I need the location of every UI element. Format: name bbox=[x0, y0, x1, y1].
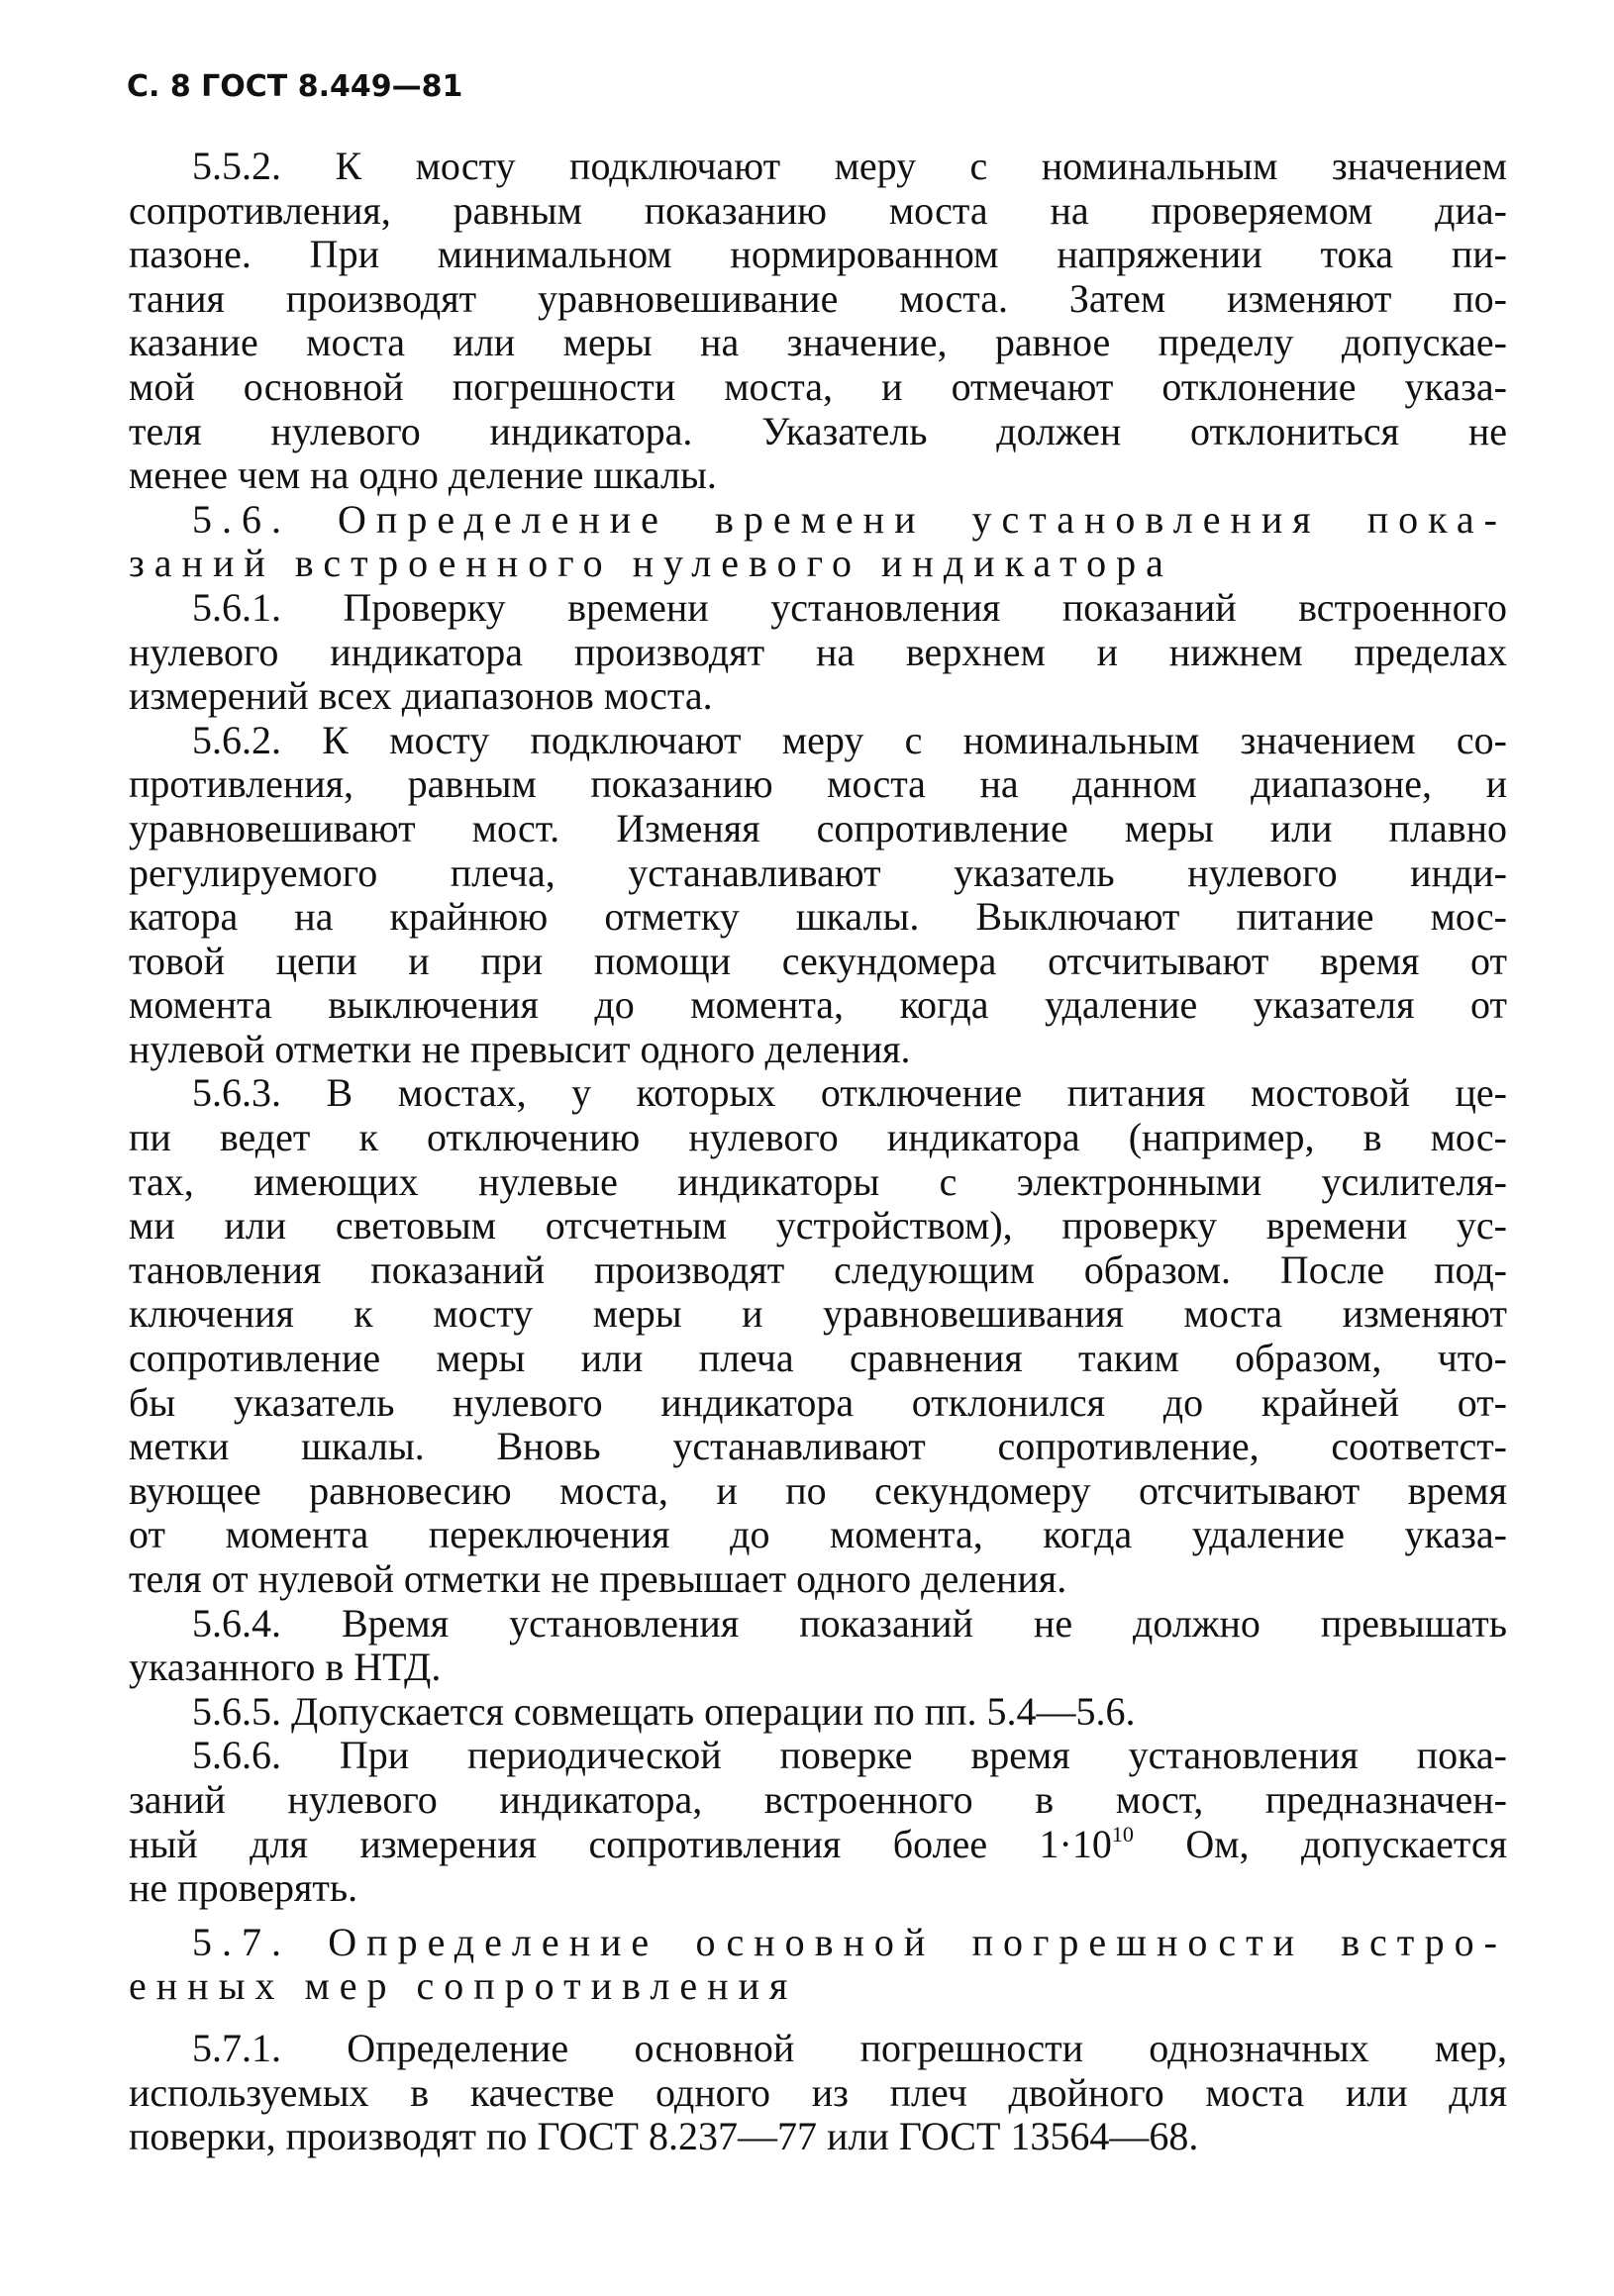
text-line: не проверять. bbox=[129, 1865, 358, 1911]
text-segment: ный для измерения сопротивления более 1·10 bbox=[129, 1821, 1112, 1866]
paragraph-5-6-3 bbox=[129, 1071, 1507, 1601]
paragraph-5-6-4 bbox=[129, 1602, 1507, 1690]
text-line: менее чем на одно деление шкалы. bbox=[129, 452, 717, 498]
text-line: пазоне. При минимальном нормированном напряжении тока пи- bbox=[129, 232, 1507, 277]
text-line: 5.6.5. Допускается совмещать операции по пп. 5.4—5.6. bbox=[192, 1688, 1136, 1734]
text-line: вующее равновесию моста, и по секундомеру отсчитывают время bbox=[129, 1467, 1507, 1513]
section-heading-5-6 bbox=[129, 498, 1507, 586]
document-body bbox=[129, 145, 1507, 2159]
text-line: уравновешивают мост. Изменяя сопротивление меры или плавно bbox=[129, 805, 1507, 850]
text-line: 5.6.1. Проверку времени установления показаний встроенного bbox=[192, 584, 1507, 630]
heading-line: енных мер сопротивления bbox=[129, 1963, 798, 2009]
text-line: тах, имеющих нулевые индикаторы с электронными усилителя- bbox=[129, 1158, 1507, 1204]
spacer bbox=[129, 2009, 1507, 2027]
paragraph-5-6-1 bbox=[129, 586, 1507, 719]
text-line: момента выключения до момента, когда удаление указателя от bbox=[129, 982, 1507, 1028]
exponent: 10 bbox=[1111, 1821, 1134, 1847]
text-line: катора на крайнюю отметку шкалы. Выключают питание мос- bbox=[129, 894, 1507, 940]
text-line: мой основной погрешности моста, и отмечают отклонение указа- bbox=[129, 363, 1507, 409]
text-line: указанного в НТД. bbox=[129, 1645, 442, 1690]
running-head: С. 8 ГОСТ 8.449—81 bbox=[127, 69, 463, 104]
text-line: 5.6.6. При периодической поверке время установления пока- bbox=[192, 1733, 1507, 1778]
text-line: товой цепи и при помощи секундомера отсчитывают время от bbox=[129, 938, 1507, 983]
text-line: 5.6.2. К мосту подключают меру с номинальным значением со- bbox=[192, 717, 1507, 762]
text-line: измерений всех диапазонов моста. bbox=[129, 673, 713, 719]
text-line: пи ведет к отключению нулевого индикатора (например, в мос- bbox=[129, 1115, 1507, 1160]
text-line: нулевого индикатора производят на верхнем и нижнем пределах bbox=[129, 629, 1507, 674]
paragraph-5-5-2 bbox=[129, 145, 1507, 498]
text-line: теля нулевого индикатора. Указатель должен отклониться не bbox=[129, 408, 1507, 453]
text-line: 5.6.4. Время установления показаний не должно превышать bbox=[192, 1600, 1507, 1646]
text-line: ми или световым отсчетным устройством), проверку времени ус- bbox=[129, 1203, 1507, 1248]
text-line: ключения к мосту меры и уравновешивания моста изменяют bbox=[129, 1291, 1507, 1337]
heading-line: 5.6. Определение времени установления пока- bbox=[192, 496, 1507, 542]
paragraph-5-6-6 bbox=[129, 1734, 1507, 1910]
text-line: используемых в качестве одного из плеч двойного моста или для bbox=[129, 2069, 1507, 2115]
text-line: теля от нулевой отметки не превышает одного деления. bbox=[129, 1556, 1067, 1601]
text-line: 5.6.3. В мостах, у которых отключение питания мостовой це- bbox=[192, 1070, 1507, 1116]
heading-line: заний встроенного нулевого индикатора bbox=[129, 541, 1173, 586]
text-line: регулируемого плеча, устанавливают указатель нулевого инди- bbox=[129, 849, 1507, 895]
text-line: 5.7.1. Определение основной погрешности однозначных мер, bbox=[192, 2025, 1507, 2070]
text-line: бы указатель нулевого индикатора отклонился до крайней от- bbox=[129, 1379, 1507, 1425]
text-line: сопротивления, равным показанию моста на проверяемом диа- bbox=[129, 187, 1507, 233]
text-line: 5.5.2. К мосту подключают меру с номинальным значением bbox=[192, 144, 1507, 188]
paragraph-5-7-1 bbox=[129, 2027, 1507, 2159]
text-line-with-exponent bbox=[129, 1823, 1507, 1867]
text-line: сопротивление меры или плеча сравнения таким образом, что- bbox=[129, 1336, 1507, 1381]
text-segment: Ом, допускается bbox=[1133, 1821, 1507, 1866]
paragraph-5-6-5 bbox=[129, 1690, 1507, 1735]
text-line: метки шкалы. Вновь устанавливают сопротивление, соответст- bbox=[129, 1424, 1507, 1469]
text-line: поверки, производят по ГОСТ 8.237—77 или ГОСТ 13564—68. bbox=[129, 2114, 1199, 2159]
text-line: казание моста или меры на значение, равное пределу допускае- bbox=[129, 320, 1507, 365]
heading-line: 5.7. Определение основной погрешности встро- bbox=[192, 1919, 1507, 1964]
text-line: заний нулевого индикатора, встроенного в мост, предназначен- bbox=[129, 1776, 1507, 1822]
text-line: противления, равным показанию моста на данном диапазоне, и bbox=[129, 761, 1507, 807]
text-line: тания производят уравновешивание моста. Затем изменяют по- bbox=[129, 275, 1507, 321]
text-line: нулевой отметки не превысит одного деления. bbox=[129, 1026, 911, 1071]
paragraph-5-6-2 bbox=[129, 719, 1507, 1072]
section-heading-5-7 bbox=[129, 1921, 1507, 2009]
text-line: тановления показаний производят следующим образом. После под- bbox=[129, 1247, 1507, 1292]
text-line: от момента переключения до момента, когда удаление указа- bbox=[129, 1512, 1507, 1557]
